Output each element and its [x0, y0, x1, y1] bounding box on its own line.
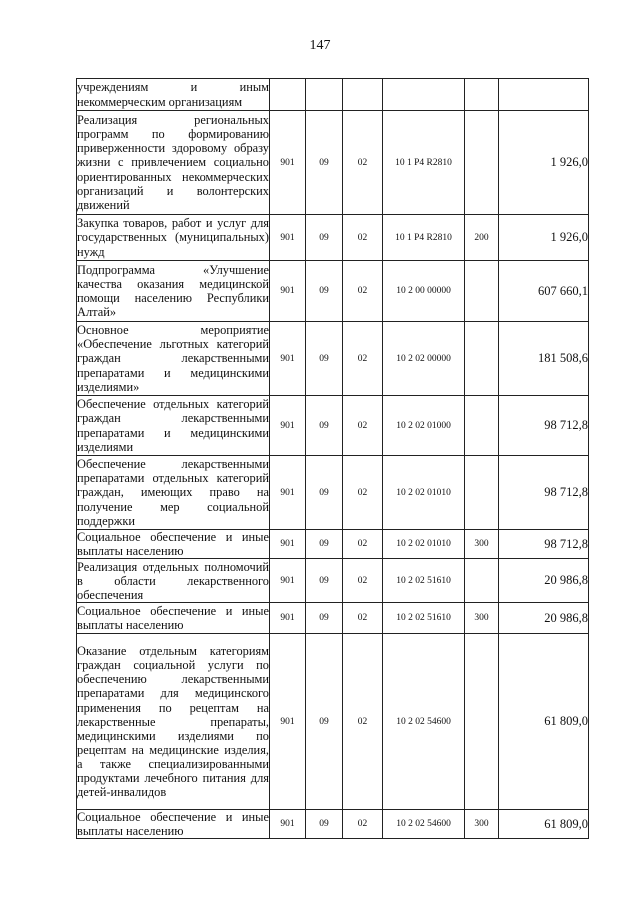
row-description: Социальное обеспечение и иные выплаты населению: [77, 530, 269, 559]
subsection-code: 02: [343, 559, 383, 603]
grbs-code: 901: [270, 396, 306, 456]
target-article-code: 10 2 02 54600: [383, 634, 465, 810]
expense-type-code: [465, 634, 499, 810]
section-code: 09: [306, 530, 343, 559]
table-row: [77, 215, 589, 261]
table-row: [77, 603, 589, 634]
expense-type-code: [465, 79, 499, 111]
row-description: Реализация региональных программ по формированию приверженности здоровому образу жизни с привлечением социально ориентированных некоммерческих организаций и волонтерских движений: [77, 111, 270, 215]
grbs-code: [270, 79, 306, 111]
grbs-code: 901: [270, 322, 306, 396]
expense-type-code: 300: [465, 603, 499, 634]
grbs-code: 901: [270, 215, 306, 261]
row-description: Закупка товаров, работ и услуг для государственных (муниципальных) нужд: [77, 216, 269, 259]
amount: 20 986,8: [499, 559, 589, 603]
section-code: 09: [306, 396, 343, 456]
table-row: [77, 634, 589, 810]
target-article-code: 10 1 P4 R2810: [383, 215, 465, 261]
grbs-code: 901: [270, 810, 306, 839]
grbs-code: 901: [270, 530, 306, 559]
amount: 61 809,0: [499, 634, 589, 810]
subsection-code: 02: [343, 530, 383, 559]
grbs-code: 901: [270, 603, 306, 634]
target-article-code: 10 2 02 01000: [383, 396, 465, 456]
subsection-code: 02: [343, 261, 383, 322]
grbs-code: 901: [270, 634, 306, 810]
amount: 98 712,8: [499, 530, 589, 559]
row-description: Реализация отдельных полномочий в области лекарственного обеспечения: [77, 559, 269, 602]
amount: 607 660,1: [499, 261, 589, 322]
row-description: Обеспечение лекарственными препаратами отдельных категорий граждан, имеющих право на получение мер социальной поддержки: [77, 457, 269, 528]
subsection-code: 02: [343, 111, 383, 215]
section-code: 09: [306, 322, 343, 396]
table-row: [77, 456, 589, 530]
table-row: [77, 79, 589, 111]
table-row: [77, 559, 589, 603]
amount: 98 712,8: [499, 396, 589, 456]
target-article-code: 10 2 02 01010: [383, 456, 465, 530]
grbs-code: 901: [270, 261, 306, 322]
amount: 98 712,8: [499, 456, 589, 530]
section-code: 09: [306, 456, 343, 530]
target-article-code: 10 2 02 00000: [383, 322, 465, 396]
target-article-code: [383, 79, 465, 111]
row-description: Оказание отдельным категориям граждан социальной услуги по обеспечению лекарственными препаратами для медицинского применения по рецептам на лекарственные препараты, медицинскими изделиями по рецептам на медицинские изделия, а также специализированными продуктами лечебного питания для детей-инвалидов: [77, 634, 270, 810]
subsection-code: 02: [343, 634, 383, 810]
grbs-code: 901: [270, 559, 306, 603]
target-article-code: 10 2 00 00000: [383, 261, 465, 322]
subsection-code: 02: [343, 215, 383, 261]
amount: [499, 79, 589, 111]
subsection-code: [343, 79, 383, 111]
expense-type-code: [465, 261, 499, 322]
amount: 1 926,0: [499, 215, 589, 261]
section-code: 09: [306, 559, 343, 603]
table-row: [77, 530, 589, 559]
target-article-code: 10 1 P4 R2810: [383, 111, 465, 215]
section-code: 09: [306, 810, 343, 839]
expense-type-code: [465, 322, 499, 396]
subsection-code: 02: [343, 322, 383, 396]
expense-type-code: 300: [465, 530, 499, 559]
row-description: Подпрограмма «Улучшение качества оказания медицинской помощи населению Республики Алтай»: [77, 261, 270, 322]
subsection-code: 02: [343, 603, 383, 634]
table-row: [77, 111, 589, 215]
section-code: 09: [306, 215, 343, 261]
section-code: 09: [306, 634, 343, 810]
table-row: [77, 322, 589, 396]
target-article-code: 10 2 02 01010: [383, 530, 465, 559]
budget-table: [76, 78, 589, 839]
row-description: Основное мероприятие «Обеспечение льготных категорий граждан лекарственными препаратами и медицинскими изделиями»: [77, 323, 269, 394]
subsection-code: 02: [343, 456, 383, 530]
table-row: [77, 810, 589, 839]
amount: 20 986,8: [499, 603, 589, 634]
amount: 1 926,0: [499, 111, 589, 215]
section-code: 09: [306, 111, 343, 215]
target-article-code: 10 2 02 51610: [383, 603, 465, 634]
grbs-code: 901: [270, 111, 306, 215]
row-description: учреждениям и иным некоммерческим организациям: [77, 80, 269, 109]
expense-type-code: [465, 111, 499, 215]
amount: 181 508,6: [499, 322, 589, 396]
section-code: 09: [306, 261, 343, 322]
expense-type-code: 200: [465, 215, 499, 261]
row-description: Обеспечение отдельных категорий граждан лекарственными препаратами и медицинскими изделиями: [77, 397, 269, 454]
subsection-code: 02: [343, 396, 383, 456]
target-article-code: 10 2 02 51610: [383, 559, 465, 603]
expense-type-code: 300: [465, 810, 499, 839]
row-description: Социальное обеспечение и иные выплаты населению: [77, 810, 269, 839]
section-code: 09: [306, 603, 343, 634]
table-row: [77, 261, 589, 322]
subsection-code: 02: [343, 810, 383, 839]
expense-type-code: [465, 559, 499, 603]
amount: 61 809,0: [499, 810, 589, 839]
row-description: Социальное обеспечение и иные выплаты населению: [77, 604, 269, 633]
expense-type-code: [465, 396, 499, 456]
grbs-code: 901: [270, 456, 306, 530]
page-number: 147: [309, 38, 331, 53]
section-code: [306, 79, 343, 111]
target-article-code: 10 2 02 54600: [383, 810, 465, 839]
expense-type-code: [465, 456, 499, 530]
table-row: [77, 396, 589, 456]
